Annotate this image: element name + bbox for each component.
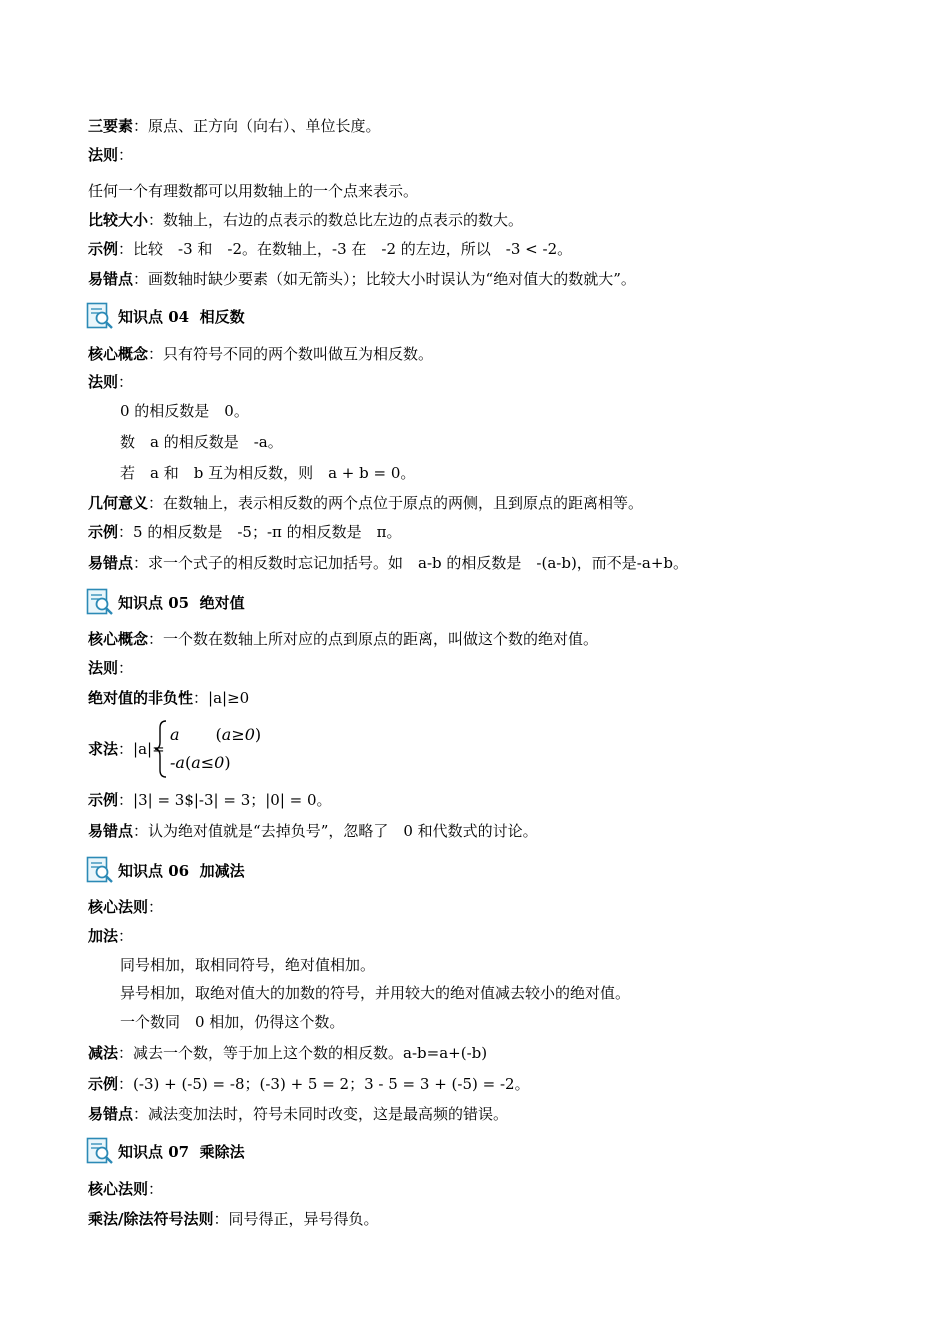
separator: ： — [118, 523, 134, 541]
separator: ： — [193, 689, 209, 707]
separator: ： — [133, 822, 149, 840]
text-line — [88, 1179, 163, 1199]
magnifier-document-icon — [86, 856, 114, 884]
term-label: 核心法则 — [88, 898, 149, 916]
term-label: 示例 — [88, 240, 119, 258]
text-line — [88, 145, 133, 165]
term-label: 几何意义 — [88, 494, 149, 512]
text-line — [88, 1043, 487, 1063]
line-text: |a|≥0 — [208, 689, 250, 707]
section-heading — [86, 302, 245, 330]
separator: ： — [118, 373, 134, 391]
case-row — [170, 753, 231, 772]
separator: ： — [213, 1210, 229, 1228]
text-line — [88, 116, 381, 136]
case-condition: a≤0 — [191, 753, 225, 772]
separator: ： — [118, 740, 134, 758]
separator: ： — [148, 345, 164, 363]
text-line — [88, 821, 538, 841]
line-text: 减法变加法时，符号未同时改变，这是最高频的错误。 — [148, 1105, 509, 1123]
separator: ： — [118, 146, 134, 164]
separator: ： — [118, 659, 134, 677]
separator: ： — [133, 117, 149, 135]
heading-label — [118, 1141, 245, 1162]
heading-label — [118, 592, 245, 613]
heading-number: 知识点 06 — [118, 861, 190, 880]
text-line — [88, 1209, 379, 1229]
magnifier-document-icon — [86, 588, 114, 616]
rule-item: 若 a 和 b 互为相反数，则 a + b = 0。 — [120, 464, 416, 482]
heading-title: 加减法 — [199, 861, 245, 880]
line-text: (-3) + (-5) = -8；(-3) + 5 = 2；3 - 5 = 3 + (-5) = -2。 — [133, 1075, 530, 1093]
term-label: 易错点 — [88, 270, 134, 288]
separator: ： — [133, 554, 149, 572]
text-line — [88, 1074, 530, 1094]
line-text: 5 的相反数是 -5；-π 的相反数是 π。 — [133, 523, 402, 541]
paren: ( — [215, 725, 222, 744]
term-label: 绝对值的非负性 — [88, 689, 194, 707]
term-label: 乘法/除法符号法则 — [88, 1210, 214, 1228]
term-label: 易错点 — [88, 554, 134, 572]
separator: ： — [118, 1044, 134, 1062]
section-heading — [86, 856, 245, 884]
heading-title: 相反数 — [199, 307, 245, 326]
paren: ) — [254, 725, 262, 744]
term-label: 求法 — [88, 740, 119, 758]
magnifier-document-icon — [86, 1137, 114, 1165]
separator: ： — [148, 1180, 164, 1198]
line-text: 求一个式子的相反数时忘记加括号。如 a-b 的相反数是 -(a-b)，而不是-a+b。 — [148, 554, 688, 572]
heading-number: 知识点 05 — [118, 593, 190, 612]
text-line — [88, 553, 688, 573]
text-line — [88, 239, 572, 259]
line-text: 在数轴上，表示相反数的两个点位于原点的两侧，且到原点的距离相等。 — [163, 494, 644, 512]
text-line — [88, 658, 133, 678]
separator: ： — [133, 270, 149, 288]
term-label: 示例 — [88, 1075, 119, 1093]
separator: ： — [118, 791, 134, 809]
text-line — [88, 897, 163, 917]
text-line — [88, 790, 332, 810]
rule-item: 一个数同 0 相加，仍得这个数。 — [120, 1013, 345, 1031]
term-label: 法则 — [88, 373, 119, 391]
heading-label — [118, 860, 245, 881]
left-brace-icon — [154, 720, 168, 778]
text-line — [88, 926, 133, 946]
text-line — [88, 210, 523, 230]
rule-item: 0 的相反数是 0。 — [120, 402, 249, 420]
term-label: 三要素 — [88, 117, 134, 135]
rule-item: 异号相加，取绝对值大的加数的符号，并用较大的绝对值减去较小的绝对值。 — [120, 984, 631, 1002]
term-label: 法则 — [88, 146, 119, 164]
text-line — [88, 372, 133, 392]
text-line — [88, 1104, 508, 1124]
line-text: 认为绝对值就是“去掉负号”，忽略了 0 和代数式的讨论。 — [148, 822, 538, 840]
separator: ： — [118, 240, 134, 258]
separator: ： — [148, 494, 164, 512]
line-text: |3| = 3$|-3| = 3；|0| = 0。 — [133, 791, 332, 809]
separator: ： — [133, 1105, 149, 1123]
piecewise-formula — [88, 718, 288, 780]
heading-number: 知识点 04 — [118, 307, 190, 326]
line-text: 比较 -3 和 -2。在数轴上，-3 在 -2 的左边，所以 -3 < -2。 — [133, 240, 573, 258]
case-expression: -a — [170, 753, 185, 772]
heading-label — [118, 306, 245, 327]
term-label: 加法 — [88, 927, 119, 945]
term-label: 示例 — [88, 523, 119, 541]
case-row — [170, 725, 261, 744]
text-line — [88, 522, 402, 542]
term-label: 减法 — [88, 1044, 119, 1062]
rule-item: 同号相加，取相同符号，绝对值相加。 — [120, 956, 376, 974]
text-line — [88, 493, 643, 513]
separator: ： — [118, 927, 134, 945]
term-label: 易错点 — [88, 822, 134, 840]
section-heading — [86, 588, 245, 616]
term-label: 核心概念 — [88, 630, 149, 648]
line-text: 减去一个数，等于加上这个数的相反数。a-b=a+(-b) — [133, 1044, 488, 1062]
text-line: 任何一个有理数都可以用数轴上的一个点来表示。 — [88, 182, 419, 200]
text-line — [88, 688, 249, 708]
term-label: 核心概念 — [88, 345, 149, 363]
line-text: 原点、正方向（向右）、单位长度。 — [148, 117, 381, 135]
case-expression: a — [170, 725, 180, 744]
separator: ： — [118, 1075, 134, 1093]
separator: ： — [148, 630, 164, 648]
formula-lhs: |a|= — [133, 740, 165, 758]
heading-title: 绝对值 — [199, 593, 245, 612]
separator: ： — [148, 898, 164, 916]
line-text: 同号得正，异号得负。 — [228, 1210, 379, 1228]
paren: ( — [184, 753, 192, 772]
term-label: 法则 — [88, 659, 119, 677]
case-condition: a≥0 — [221, 725, 255, 744]
line-text: 一个数在数轴上所对应的点到原点的距离，叫做这个数的绝对值。 — [163, 630, 599, 648]
separator: ： — [148, 211, 164, 229]
term-label: 比较大小 — [88, 211, 149, 229]
heading-number: 知识点 07 — [118, 1142, 190, 1161]
term-label: 核心法则 — [88, 1180, 149, 1198]
rule-item: 数 a 的相反数是 -a。 — [120, 433, 283, 451]
text-line — [88, 629, 598, 649]
magnifier-document-icon — [86, 302, 114, 330]
term-label: 示例 — [88, 791, 119, 809]
line-text: 画数轴时缺少要素（如无箭头）；比较大小时误认为“绝对值大的数就大”。 — [148, 270, 636, 288]
heading-title: 乘除法 — [199, 1142, 245, 1161]
text-line — [88, 269, 636, 289]
text-line — [88, 344, 433, 364]
section-heading — [86, 1137, 245, 1165]
term-label: 易错点 — [88, 1105, 134, 1123]
line-text: 数轴上，右边的点表示的数总比左边的点表示的数大。 — [163, 211, 524, 229]
paren: ) — [224, 753, 231, 772]
line-text: 只有符号不同的两个数叫做互为相反数。 — [163, 345, 434, 363]
